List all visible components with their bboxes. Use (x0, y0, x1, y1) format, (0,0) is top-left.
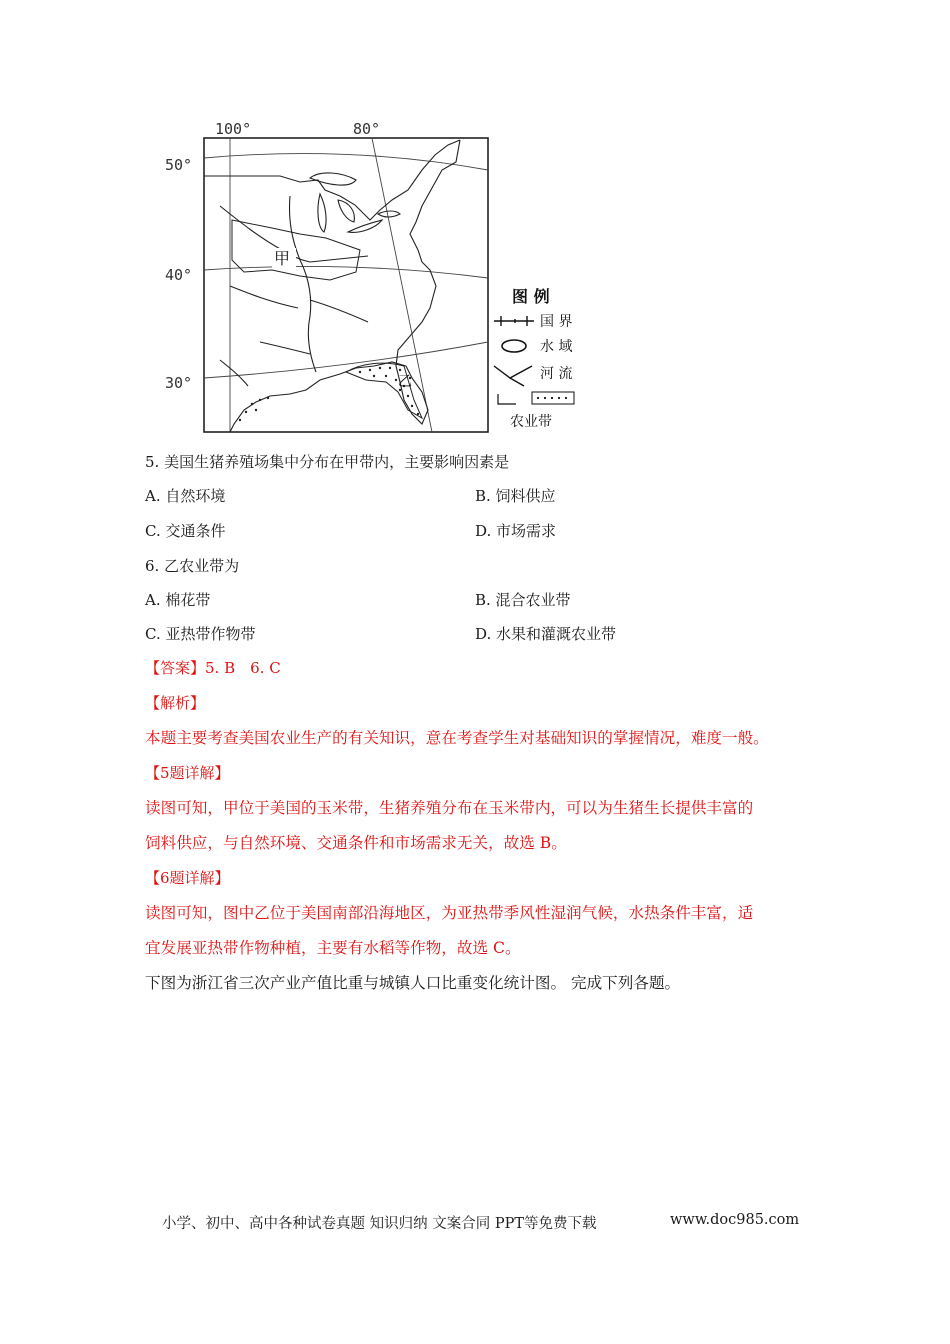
question-5-option-a: A. 自然环境 (145, 487, 226, 505)
lat-label-30: 30° (165, 374, 193, 392)
question-6-option-a: A. 棉花带 (145, 591, 211, 609)
river (310, 300, 368, 322)
great-lake-superior (310, 173, 356, 185)
graticule (204, 138, 488, 432)
analysis-intro: 本题主要考查美国农业生产的有关知识，意在考查学生对基础知识的掌握情况，难度一般。 (145, 729, 769, 747)
lon-label-100: 100° (215, 120, 252, 138)
legend-border-icon (494, 316, 534, 326)
q6-detail-label: 【6题详解】 (145, 869, 230, 887)
q6-detail-line-2: 宜发展亚热带作物种植，主要有水稻等作物，故选 C。 (145, 939, 521, 957)
legend-label-belt: 农业带 (510, 414, 552, 430)
subtropical-belt-pattern (346, 363, 422, 418)
legend-belt-boundary-icon (498, 394, 516, 404)
legend-title: 图 例 (512, 287, 550, 306)
coastline-and-rivers (204, 140, 460, 432)
q5-detail-line-2: 饲料供应，与自然环境、交通条件和市场需求无关，故选 B。 (145, 834, 567, 852)
question-5-option-b: B. 饲料供应 (475, 487, 556, 505)
region-label-yi: 乙 (398, 374, 412, 390)
question-6-option-c: C. 亚热带作物带 (145, 625, 256, 643)
legend-water-icon (502, 340, 526, 352)
question-6-option-d: D. 水果和灌溉农业带 (475, 625, 617, 643)
map-frame (204, 138, 488, 432)
question-5-stem: 5. 美国生猪养殖场集中分布在甲带内，主要影响因素是 (145, 453, 510, 471)
great-lake-ontario (378, 211, 400, 217)
question-6-option-b: B. 混合农业带 (475, 591, 571, 609)
next-section-intro: 下图为浙江省三次产业产值比重与城镇人口比重变化统计图。 完成下列各题。 (145, 974, 681, 992)
texas-coast-pattern (239, 397, 269, 421)
legend-river-icon (494, 366, 532, 386)
legend-label-river: 河 流 (540, 366, 573, 382)
river (289, 196, 316, 372)
lon-label-80: 80° (353, 120, 381, 138)
question-5-option-d: D. 市场需求 (475, 522, 557, 540)
q6-detail-line-1: 读图可知，图中乙位于美国南部沿海地区，为亚热带季风性湿润气候，水热条件丰富，适 (145, 904, 754, 922)
question-6-stem: 6. 乙农业带为 (145, 557, 240, 575)
footer-text: 小学、初中、高中各种试卷真题 知识归纳 文案合同 PPT等免费下载 (162, 1216, 597, 1232)
question-5-option-c: C. 交通条件 (145, 522, 226, 540)
region-label-jia: 甲 (274, 249, 291, 268)
legend-label-border: 国 界 (540, 314, 573, 330)
lat-label-40: 40° (165, 266, 193, 284)
footer-url[interactable]: www.doc985.com (670, 1212, 800, 1228)
answer-line (145, 658, 281, 678)
river (220, 206, 310, 262)
answer-label: 【答案】 (145, 659, 206, 677)
river (260, 342, 310, 354)
river (310, 256, 368, 262)
lat-label-50: 50° (165, 156, 193, 174)
us-agriculture-map (160, 110, 590, 438)
legend-label-water: 水 域 (540, 339, 573, 355)
river (230, 286, 298, 308)
q5-detail-label: 【5题详解】 (145, 764, 230, 782)
answer-value: 5. B 6. C (205, 659, 281, 677)
great-lake-michigan (318, 194, 326, 232)
analysis-label: 【解析】 (145, 694, 206, 712)
q5-detail-line-1: 读图可知，甲位于美国的玉米带，生猪养殖分布在玉米带内，可以为生猪生长提供丰富的 (145, 799, 754, 817)
